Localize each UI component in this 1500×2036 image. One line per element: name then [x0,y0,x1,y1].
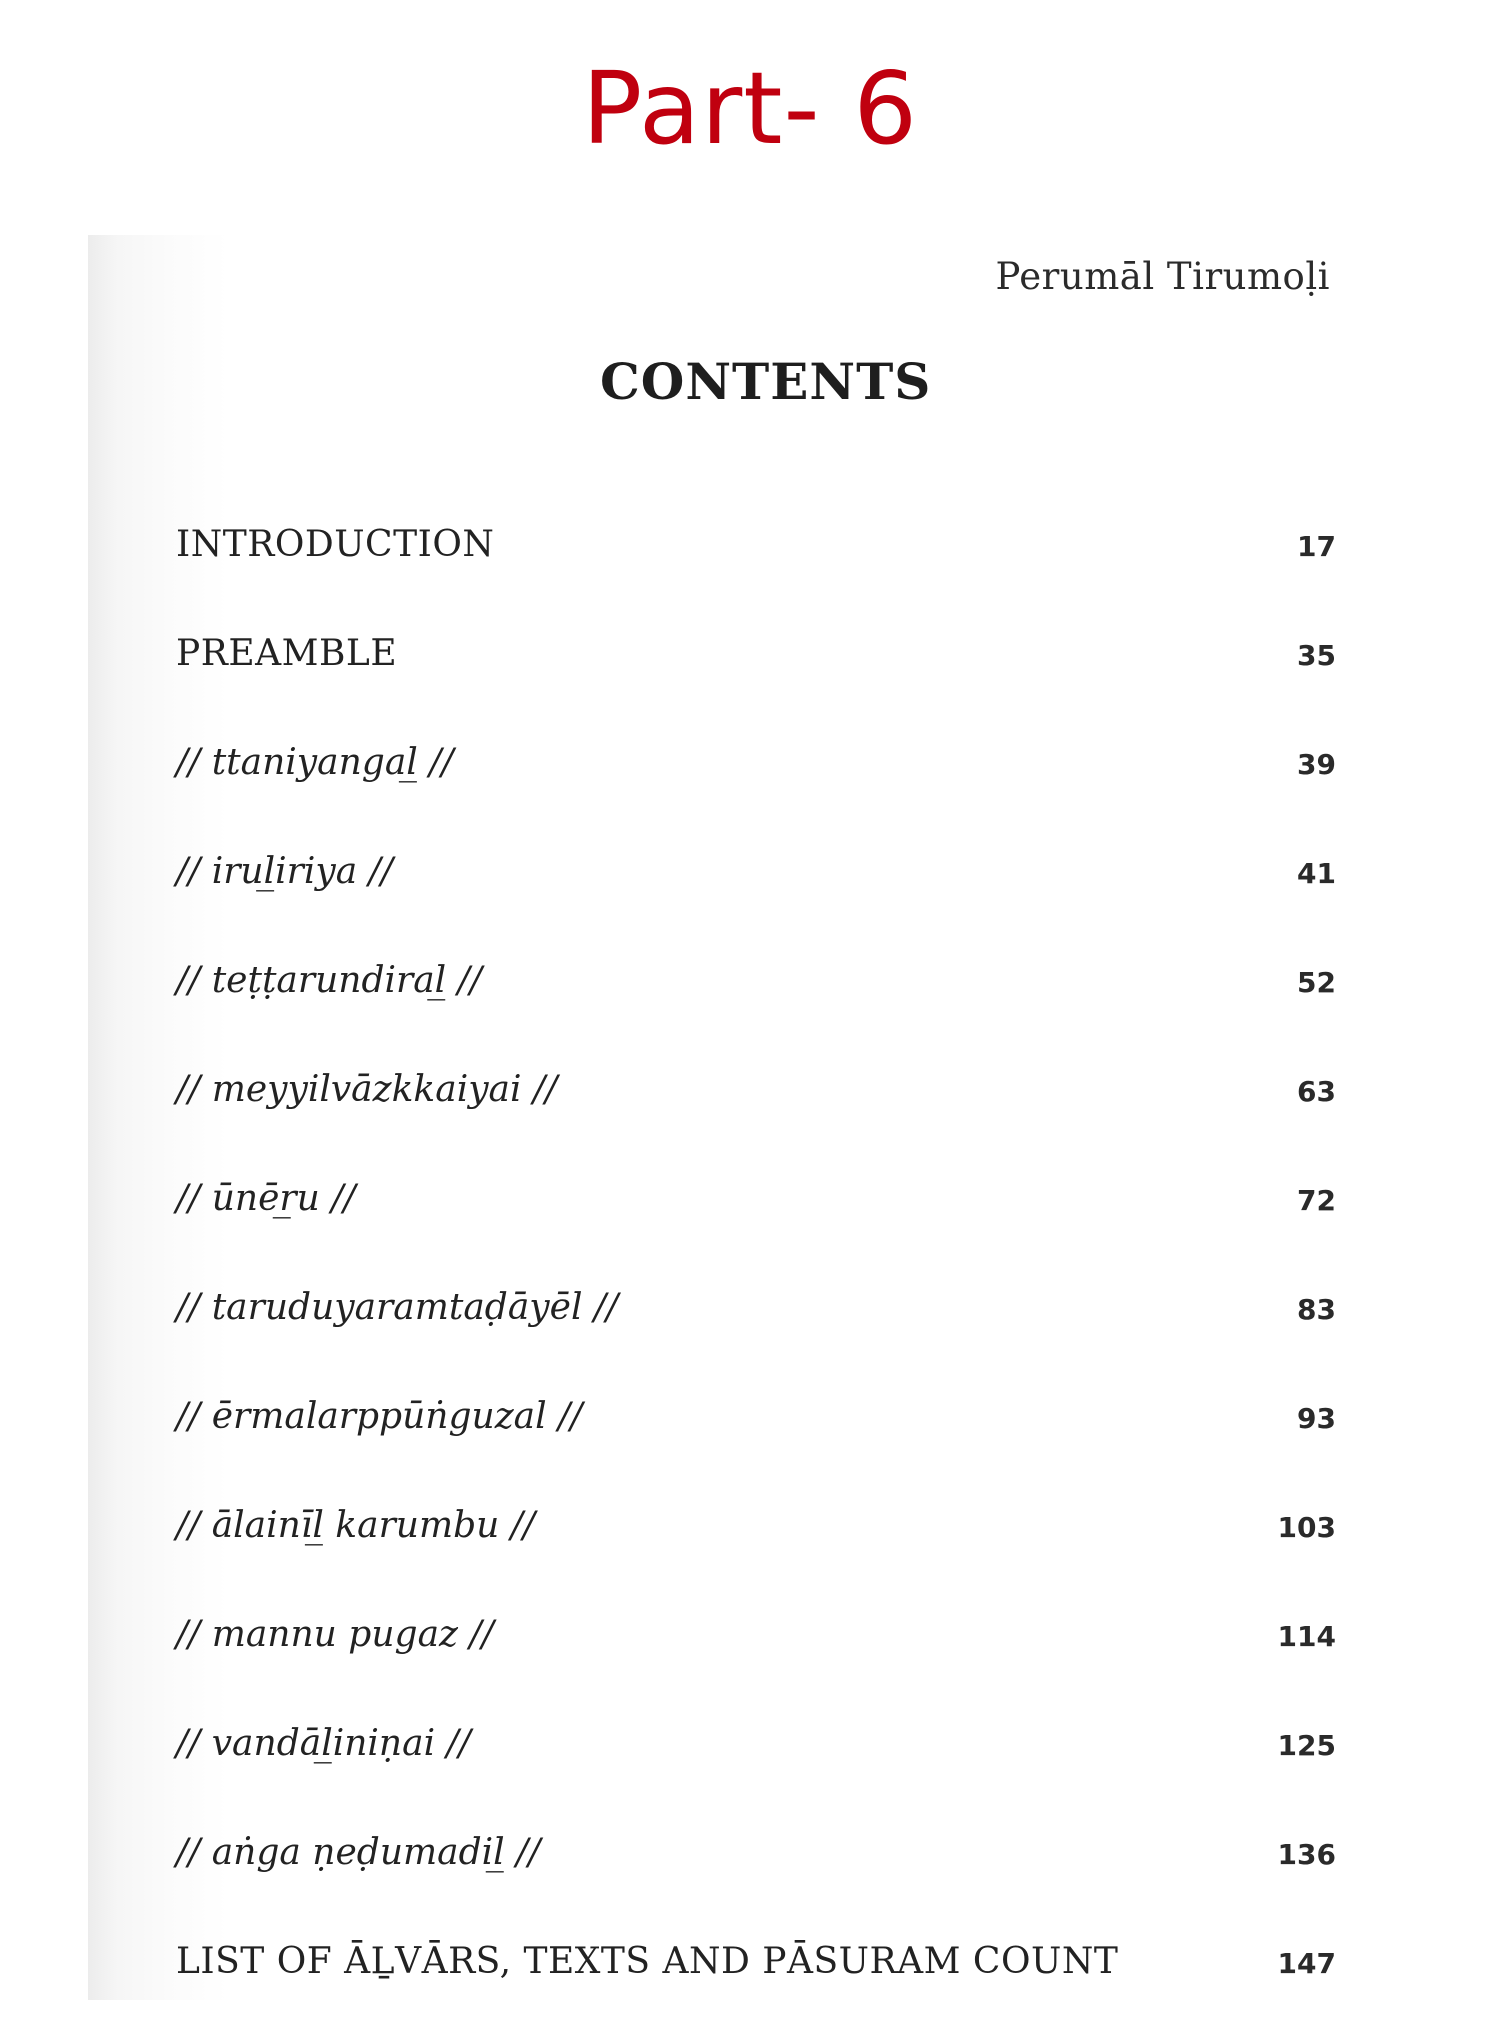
toc-entry-meyyilvazkkaiyai [176,1055,1336,1164]
toc-entry-uneru [176,1164,1336,1273]
toc-entry-page: 52 [1297,966,1336,999]
toc-entry-title: // ūnēr̲u // [176,1178,356,1219]
toc-entry-page: 93 [1297,1402,1336,1435]
toc-entry-title: // ālainīl̲ karumbu // [176,1505,536,1546]
toc-entry-page: 39 [1297,748,1336,781]
toc-entry-title: // taruduyaramtaḍāyēl // [176,1287,619,1328]
toc-entry-introduction [176,510,1336,619]
toc-entry-taruduyaramtadayel [176,1273,1336,1382]
toc-entry-title: // vandāl̲iniṇai // [176,1723,471,1764]
contents-title: CONTENTS [600,352,932,411]
toc-entry-ttaniyangal [176,728,1336,837]
toc-entry-title: // ttaniyangal̲ // [176,742,454,783]
toc-entry-title: PREAMBLE [176,633,398,674]
toc-entry-page: 114 [1277,1620,1336,1653]
toc-entry-list-of-alvars [176,1927,1336,2036]
toc-entry-title: // ērmalarppūṅguzal // [176,1396,583,1437]
toc-entry-page: 136 [1277,1838,1336,1871]
toc-entry-title: // teṭṭarundiral̲ // [176,960,482,1001]
running-head: Perumāl Tirumoḷi [995,255,1330,298]
toc-entry-title: // meyyilvāzkkaiyai // [176,1069,558,1110]
toc-entry-anga-nedumadil [176,1818,1336,1927]
toc-entry-ermalarppunguzal [176,1382,1336,1491]
toc-entry-page: 63 [1297,1075,1336,1108]
toc-entry-page: 83 [1297,1293,1336,1326]
toc-entry-page: 41 [1297,857,1336,890]
toc-entry-page: 17 [1297,530,1336,563]
toc-entry-page: 125 [1277,1729,1336,1762]
toc-entry-vandaliniṇai [176,1709,1336,1818]
toc-entry-alainil-karumbu [176,1491,1336,1600]
toc-entry-title: // mannu pugaz // [176,1614,494,1655]
toc-entry-title: // aṅga ṇeḍumadil̲ // [176,1832,541,1873]
toc-entry-title: // irul̲iriya // [176,851,393,892]
toc-entry-page: 147 [1277,1947,1336,1980]
toc-entry-iruliriya [176,837,1336,946]
toc-entry-title: LIST OF ĀḺVĀRS, TEXTS AND PĀSURAM COUNT [176,1941,1119,1982]
toc-entry-preamble [176,619,1336,728]
toc-entry-page: 103 [1277,1511,1336,1544]
part-heading: Part- 6 [582,50,918,167]
toc-entry-page: 35 [1297,639,1336,672]
table-of-contents [176,510,1336,2036]
toc-entry-tettarundiral [176,946,1336,1055]
toc-entry-title: INTRODUCTION [176,524,495,565]
toc-entry-mannu-pugaz [176,1600,1336,1709]
toc-entry-page: 72 [1297,1184,1336,1217]
